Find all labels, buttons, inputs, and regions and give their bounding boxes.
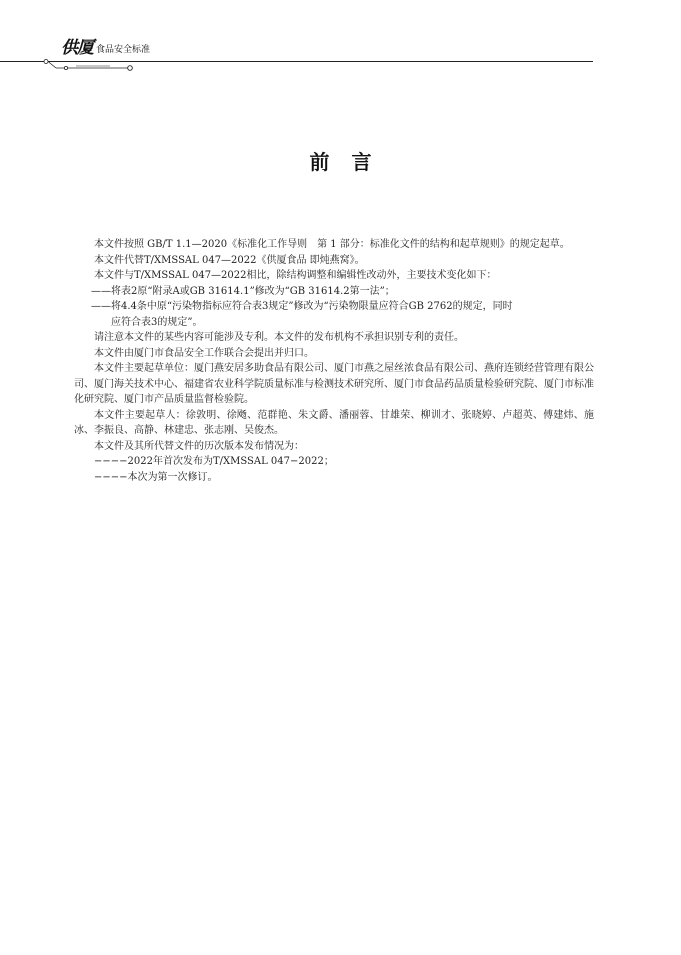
change-item-2-continuation: 应符合表3的规定”。 xyxy=(111,316,203,328)
history-item-2: −−−−本次为第一次修订。 xyxy=(94,471,218,483)
change-item-2 xyxy=(91,299,594,330)
change-item-2-text: ——将4.4条中原“污染物指标应符合表3规定”修改为“污染物限量应符合GB 2762的规定，同时 xyxy=(91,301,513,312)
paragraph-drafting-rules: 本文件按照 GB/T 1.1—2020《标准化工作导则 第 1 部分：标准化文件的结构和起草规则》的规定起草。 xyxy=(94,239,570,250)
paragraph-drafting-units: 本文件主要起草单位：厦门燕安居多助食品有限公司、厦门市燕之屋丝浓食品有限公司、燕府连锁经营管理有限公司、厦门海关技术中心、福建省农业科学院质量标准与检测技术研究所、厦门市食品药品质量检验研究院、厦门市标准化研究院、厦门市产品质量监督检验院。 xyxy=(74,363,594,405)
paragraph-patent-notice: 请注意本文件的某些内容可能涉及专利。本文件的发布机构不承担识别专利的责任。 xyxy=(94,332,464,343)
logo-caption-text: 食品安全标准 xyxy=(96,45,151,55)
paragraph-proposer: 本文件由厦门市食品安全工作联合会提出并归口。 xyxy=(94,347,314,359)
foreword-body xyxy=(74,237,594,485)
paragraph-changes-intro: 本文件与T/XMSSAL 047—2022相比，除结构调整和编辑性改动外，主要技术变化如下： xyxy=(94,270,497,281)
header-rule-decoration xyxy=(0,54,681,76)
history-item-1: −−−−2022年首次发布为T/XMSSAL 047−2022； xyxy=(94,456,334,467)
change-item-1: ——将表2原“附录A或GB 31614.1”修改为“GB 31614.2第一法”； xyxy=(91,285,395,297)
paragraph-history-intro: 本文件及其所代替文件的历次版本发布情况为： xyxy=(94,440,304,452)
page-title: 前言 xyxy=(309,150,394,174)
logo-script-text: 供厦 xyxy=(61,38,93,58)
paragraph-replaces: 本文件代替T/XMSSAL 047—2022《供厦食品 即炖燕窝》。 xyxy=(94,254,365,266)
paragraph-drafters: 本文件主要起草人：徐敦明、徐飏、范群艳、朱文爵、潘丽蓉、甘雄荣、柳训才、张晓婷、卢超英、傅建炜、施冰、李振良、高静、林建忠、张志刚、吴俊杰。 xyxy=(74,409,594,436)
